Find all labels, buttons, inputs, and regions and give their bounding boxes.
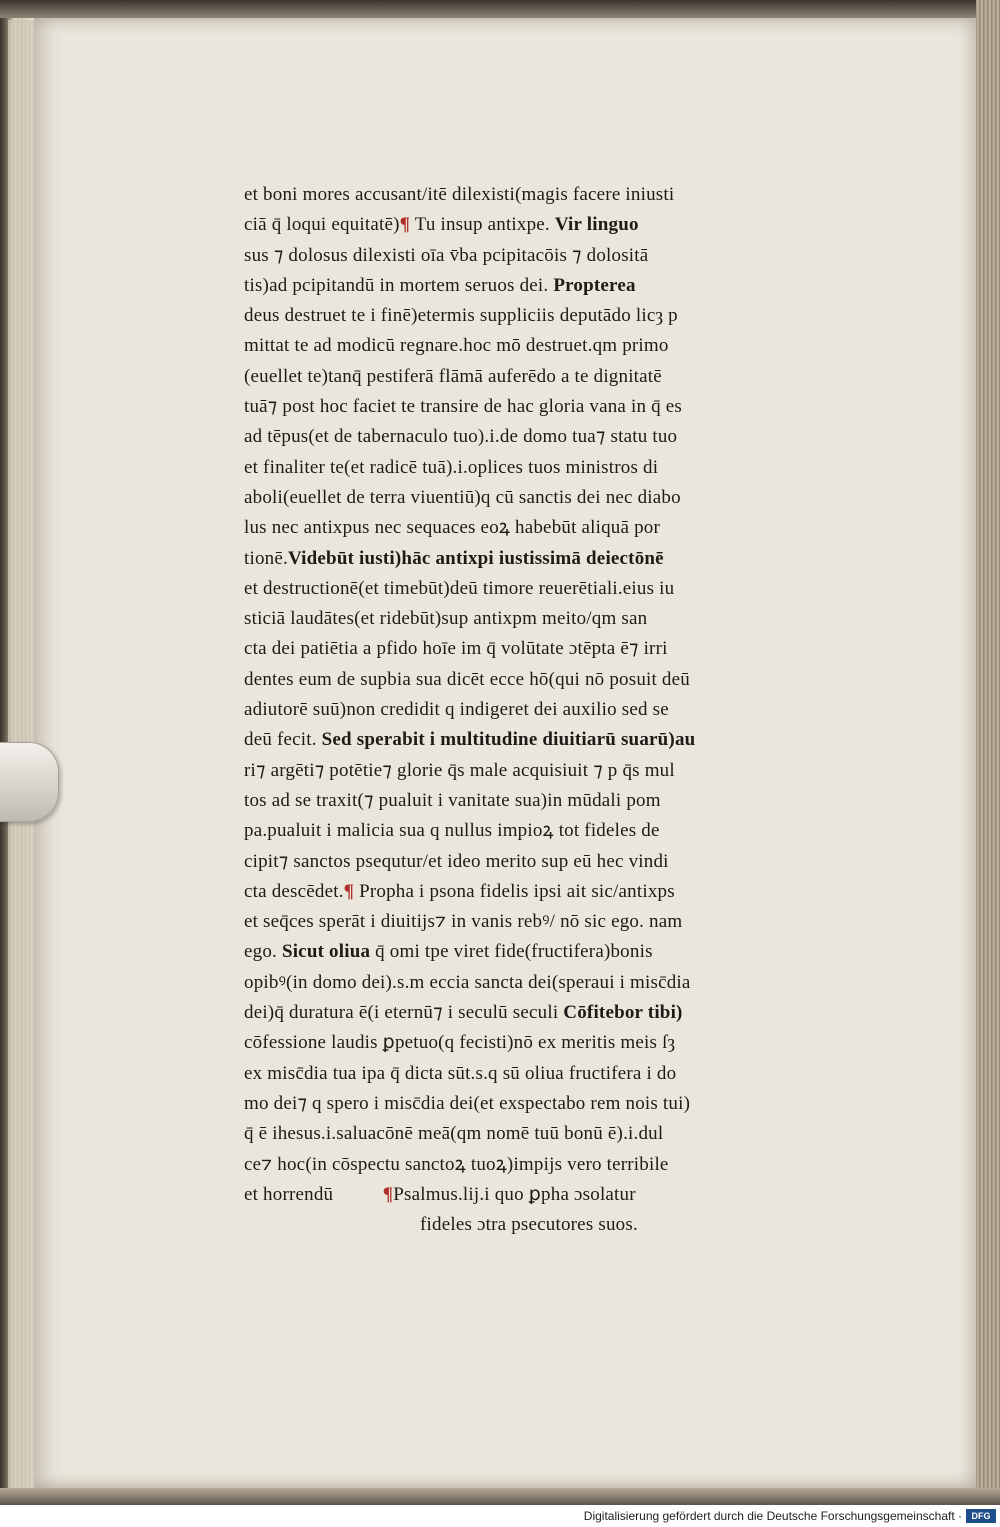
text-line: ego. Sicut oliua q̄ omi tpe viret fide(fructifera)bonis — [244, 941, 653, 963]
text-line: et finaliter te(et radicē tuā).i.oplices tuos ministros di — [244, 456, 659, 478]
text-line: ri⁊ argēti⁊ potētie⁊ glorie q̄s male acquisiuit ⁊ p q̄s mul — [244, 759, 675, 781]
text-line: dentes eum de supbia sua dicēt ecce hō(qui nō posuit deū — [244, 668, 690, 690]
text-line: ce⁊ hoc(in cōspectu sanctoꝝ tuoꝝ)impijs vero terribile — [244, 1153, 669, 1175]
text-line: pa.pualuit i malicia sua q nullus impioꝝ tot fideles de — [244, 820, 660, 842]
page-clip — [0, 742, 59, 822]
text-line: opibꝰ(in domo dei).s.m eccia sancta dei(speraui i misc̄dia — [244, 971, 691, 993]
text-line: tionē.Videbūt iusti)hāc antixpi iustissimā deiectōnē — [244, 547, 664, 569]
text-line: cipit⁊ sanctos psequtur/et ideo merito sup eū hec vindi — [244, 850, 669, 872]
text-line: cta dei patiētia a pfido hoīe im q̄ volūtate ɔtēpta ē⁊ irri — [244, 638, 668, 660]
rubric-mark: ¶ — [343, 880, 355, 902]
scan-bottom-border — [0, 1488, 1000, 1505]
text-line: mo dei⁊ q spero i misc̄dia dei(et exspectabo rem nois tui) — [244, 1092, 691, 1114]
page-stack-right — [976, 0, 1000, 1505]
text-line: aboli(euellet de terra viuentiū)q cū sanctis dei nec diabo — [244, 486, 681, 508]
incunabula-text — [244, 180, 816, 1240]
text-line: et destructionē(et timebūt)deū timore reuerētiali.eius iu — [244, 577, 675, 599]
text-line: ex misc̄dia tua ipa q̄ dicta sūt.s.q sū oliua fructifera i do — [244, 1062, 677, 1084]
rubric-mark: ¶ — [382, 1183, 394, 1205]
text-line: ad tēpus(et de tabernaculo tuo).i.de domo tua⁊ statu tuo — [244, 426, 678, 448]
text-line: deus destruet te i finē)etermis suppliciis deputādo licȝ p — [244, 305, 678, 327]
initial-letter: Sed sperabit i multitudine diuitiarū suarū)au — [321, 729, 696, 751]
text-line: adiutorē suū)non credidit q indigeret dei auxilio sed se — [244, 699, 669, 721]
text-line: fideles ɔtra psecutores suos. — [420, 1214, 638, 1236]
initial-letter: Propterea — [553, 274, 636, 296]
text-line: cōfessione laudis ꝑpetuo(q fecisti)nō ex meritis meis ſȝ — [244, 1032, 676, 1054]
text-line: tis)ad pcipitandū in mortem seruos dei. Propterea — [244, 274, 636, 296]
scan-top-border — [0, 0, 1000, 18]
rubric-mark: ¶ — [399, 214, 411, 236]
initial-letter: Vir linguo — [554, 214, 639, 236]
text-line: et boni mores accusant/itē dilexisti(magis facere iniusti — [244, 184, 675, 205]
text-line: (euellet te)tanq̄ pestiferā flāmā auferēdo a te dignitatē — [244, 365, 662, 387]
text-line: ciā q̄ loqui equitatē)¶ Tu insup antixpe. Vir linguo — [244, 214, 639, 236]
text-line: dei)q̄ duratura ē(i eternū⁊ i seculū seculi Cōfitebor tibi) — [244, 1002, 683, 1024]
text-line: mittat te ad modicū regnare.hoc mō destruet.qm primo — [244, 335, 669, 357]
text-line: et horrendū ¶Psalmus.lij.i quo ꝑpha ɔsolatur — [244, 1183, 636, 1205]
text-line: tos ad se traxit(⁊ pualuit i vanitate sua)in mūdali pom — [244, 789, 661, 811]
initial-letter: Videbūt iusti)hāc antixpi iustissimā deiectōnē — [287, 547, 664, 569]
dfg-logo: DFG — [966, 1509, 996, 1523]
text-line: cta descēdet.¶ Propha i psona fidelis ipsi ait sic/antixps — [244, 880, 675, 902]
text-line: deū fecit. Sed sperabit i multitudine diuitiarū suarū)au — [244, 729, 696, 751]
text-line: et seq̄ces sperāt i diuitijs⁊ in vanis rebꝰ/ nō sic ego. nam — [244, 911, 683, 933]
footer-bar — [0, 1505, 1000, 1527]
text-line: sus ⁊ dolosus dilexisti oīa v̄ba pcipitacōis ⁊ dolositā — [244, 244, 649, 266]
text-line: lus nec antixpus nec sequaces eoꝝ habebūt aliquā por — [244, 517, 661, 539]
funding-credit: Digitalisierung gefördert durch die Deutsche Forschungsgemeinschaft · — [583, 1509, 962, 1523]
text-line: q̄ ē ihesus.i.saluacōnē meā(qm nomē tuū bonū ē).i.dul — [244, 1123, 664, 1145]
text-line: tuā⁊ post hoc faciet te transire de hac gloria vana in q̄ es — [244, 396, 683, 418]
initial-letter: Cōfitebor tibi) — [563, 1002, 683, 1024]
text-line: sticiā laudātes(et ridebūt)sup antixpm meito/qm san — [244, 608, 648, 630]
initial-letter: Sicut oliua — [281, 941, 371, 963]
